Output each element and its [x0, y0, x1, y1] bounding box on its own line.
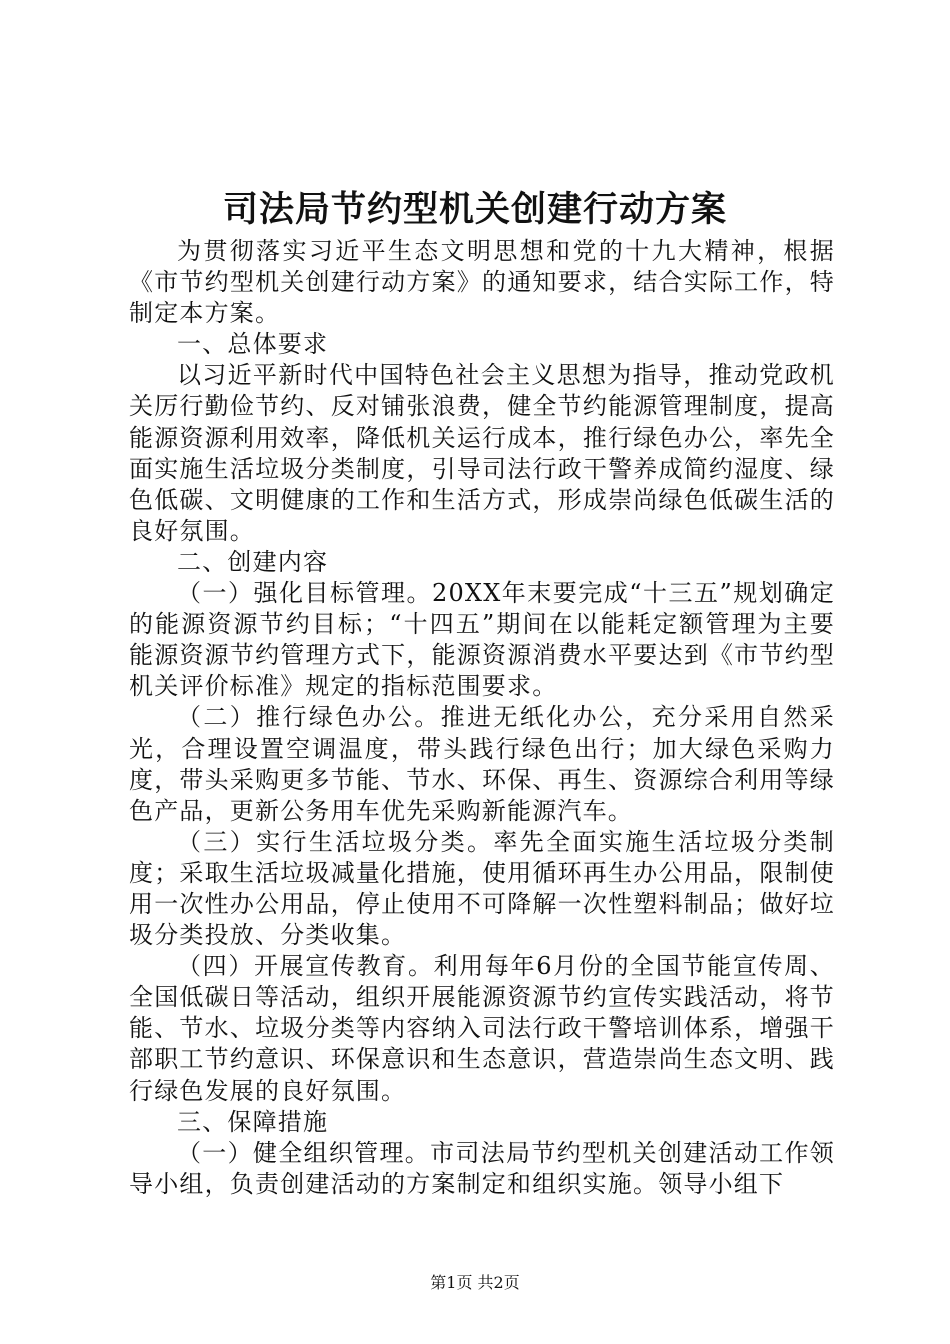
section-3-item-1: （一）健全组织管理。市司法局节约型机关创建活动工作领导小组，负责创建活动的方案制定和组织实施。领导小组下 [129, 1138, 835, 1198]
intro-paragraph: 为贯彻落实习近平生态文明思想和党的十九大精神，根据《市节约型机关创建行动方案》的通知要求，结合实际工作，特制定本方案。 [129, 237, 835, 328]
section-heading-2: 二、创建内容 [177, 547, 329, 576]
section-2-item-2: （二）推行绿色办公。推进无纸化办公，充分采用自然采光，合理设置空调温度，带头践行绿色出行；加大绿色采购力度，带头采购更多节能、节水、环保、再生、资源综合利用等绿色产品，更新公务用车优先采购新能源汽车。 [129, 703, 835, 825]
document-body [129, 236, 835, 1200]
page-footer: 第1页 共2页 [430, 1273, 520, 1292]
section-heading-3: 三、保障措施 [177, 1107, 329, 1136]
document-title: 司法局节约型机关创建行动方案 [222, 189, 727, 230]
section-2-item-3: （三）实行生活垃圾分类。率先全面实施生活垃圾分类制度；采取生活垃圾减量化措施，使用循环再生办公用品，限制使用一次性办公用品，停止使用不可降解一次性塑料制品；做好垃圾分类投放、分类收集。 [129, 827, 835, 950]
section-2-item-1: （一）强化目标管理。20XX年末要完成“十三五”规划确定的能源资源节约目标；“十四五”期间在以能耗定额管理为主要能源资源节约管理方式下，能源资源消费水平要达到《市节约型机关评价标准》规定的指标范围要求。 [129, 579, 835, 701]
section-2-item-4: （四）开展宣传教育。利用每年6月份的全国节能宣传周、全国低碳日等活动，组织开展能源资源节约宣传实践活动，将节能、节水、垃圾分类等内容纳入司法行政干警培训体系，增强干部职工节约意识、环保意识和生态意识，营造崇尚生态文明、践行绿色发展的良好氛围。 [129, 952, 835, 1105]
section-1-paragraph: 以习近平新时代中国特色社会主义思想为指导，推动党政机关厉行勤俭节约、反对铺张浪费，健全节约能源管理制度，提高能源资源利用效率，降低机关运行成本，推行绿色办公，率先全面实施生活垃圾分类制度，引导司法行政干警养成简约湿度、绿色低碳、文明健康的工作和生活方式，形成崇尚绿色低碳生活的良好氛围。 [129, 361, 835, 545]
section-heading-1: 一、总体要求 [177, 330, 329, 359]
